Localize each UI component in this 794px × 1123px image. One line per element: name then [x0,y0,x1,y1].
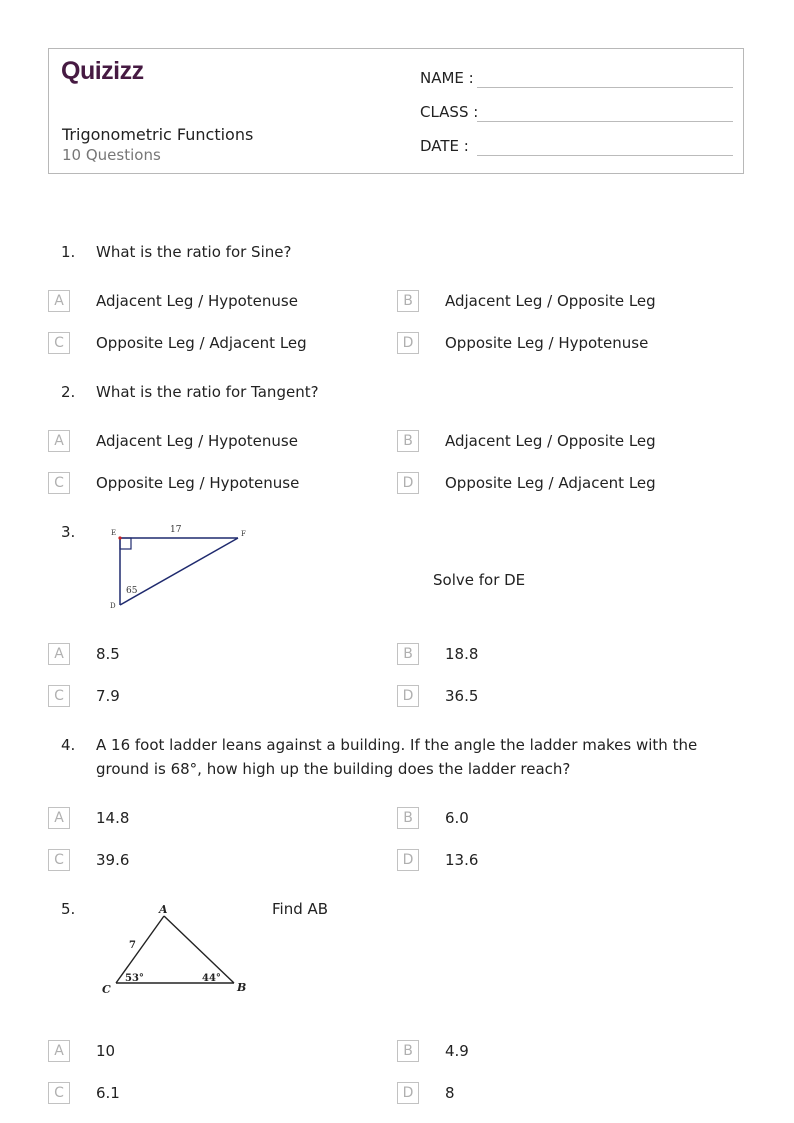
option-d-box[interactable]: D [397,332,419,354]
side-df [120,538,238,605]
question-number: 1. [61,243,76,261]
option-b-box[interactable]: B [397,290,419,312]
name-label: NAME : [420,69,474,87]
option-c-box[interactable]: C [48,685,70,707]
name-line [477,87,733,88]
option-b-box[interactable]: B [397,1040,419,1062]
vertex-a-label: A [159,903,168,916]
option-c-box[interactable]: C [48,849,70,871]
option-b-text: 4.9 [445,1042,469,1060]
option-a-text: 14.8 [96,809,130,827]
option-a-text: Adjacent Leg / Hypotenuse [96,432,298,450]
option-a-box[interactable]: A [48,290,70,312]
question-number: 5. [61,900,76,918]
right-angle-mark [120,538,131,549]
question-number: 3. [61,523,76,541]
question-number: 4. [61,736,76,754]
option-a-box[interactable]: A [48,807,70,829]
option-b-box[interactable]: B [397,430,419,452]
vertex-d-label: D [110,602,116,610]
question-text: What is the ratio for Sine? [96,243,292,261]
angle-label: 65 [126,586,138,596]
option-a-box[interactable]: A [48,1040,70,1062]
option-a-box[interactable]: A [48,430,70,452]
option-d-text: Opposite Leg / Hypotenuse [445,334,649,352]
option-b-text: 18.8 [445,645,479,663]
option-b-text: Adjacent Leg / Opposite Leg [445,292,656,310]
option-b-box[interactable]: B [397,807,419,829]
option-d-text: 13.6 [445,851,479,869]
class-label: CLASS : [420,103,479,121]
question-text: Solve for DE [433,571,526,589]
quizizz-logo: Quizizz [61,57,144,85]
option-c-box[interactable]: C [48,332,70,354]
angle-b-label: 44° [202,973,221,984]
side-length-label: 17 [170,525,182,535]
question-number: 2. [61,383,76,401]
option-a-box[interactable]: A [48,643,70,665]
option-c-box[interactable]: C [48,1082,70,1104]
option-c-box[interactable]: C [48,472,70,494]
vertex-e-label: E [111,529,117,537]
triangle-abc-figure [96,898,256,998]
worksheet-header [48,48,744,174]
option-d-box[interactable]: D [397,849,419,871]
option-d-text: 36.5 [445,687,479,705]
option-c-text: Opposite Leg / Adjacent Leg [96,334,307,352]
question-count: 10 Questions [62,146,161,164]
worksheet-title: Trigonometric Functions [62,125,254,144]
option-a-text: 10 [96,1042,116,1060]
angle-c-label: 53° [125,973,144,984]
option-b-text: 6.0 [445,809,469,827]
triangle-def-figure [104,518,254,614]
option-b-text: Adjacent Leg / Opposite Leg [445,432,656,450]
option-d-text: Opposite Leg / Adjacent Leg [445,474,656,492]
option-d-box[interactable]: D [397,472,419,494]
option-c-text: 7.9 [96,687,120,705]
side-ab [164,916,234,983]
vertex-f-label: F [241,530,246,538]
option-a-text: 8.5 [96,645,120,663]
option-a-text: Adjacent Leg / Hypotenuse [96,292,298,310]
option-c-text: Opposite Leg / Hypotenuse [96,474,300,492]
point-e [118,536,121,539]
vertex-b-label: B [237,981,247,994]
option-c-text: 6.1 [96,1084,120,1102]
vertex-c-label: C [102,983,111,996]
question-text: Find AB [272,900,329,918]
option-b-box[interactable]: B [397,643,419,665]
option-d-box[interactable]: D [397,1082,419,1104]
date-label: DATE : [420,137,469,155]
class-line [477,121,733,122]
option-d-box[interactable]: D [397,685,419,707]
option-d-text: 8 [445,1084,455,1102]
option-c-text: 39.6 [96,851,130,869]
date-line [477,155,733,156]
question-text: What is the ratio for Tangent? [96,383,319,401]
question-text: A 16 foot ladder leans against a building. If the angle the ladder makes with the ground is 68°, how high up the building does the ladder reach? [96,736,698,778]
side-length-label: 7 [129,940,136,951]
